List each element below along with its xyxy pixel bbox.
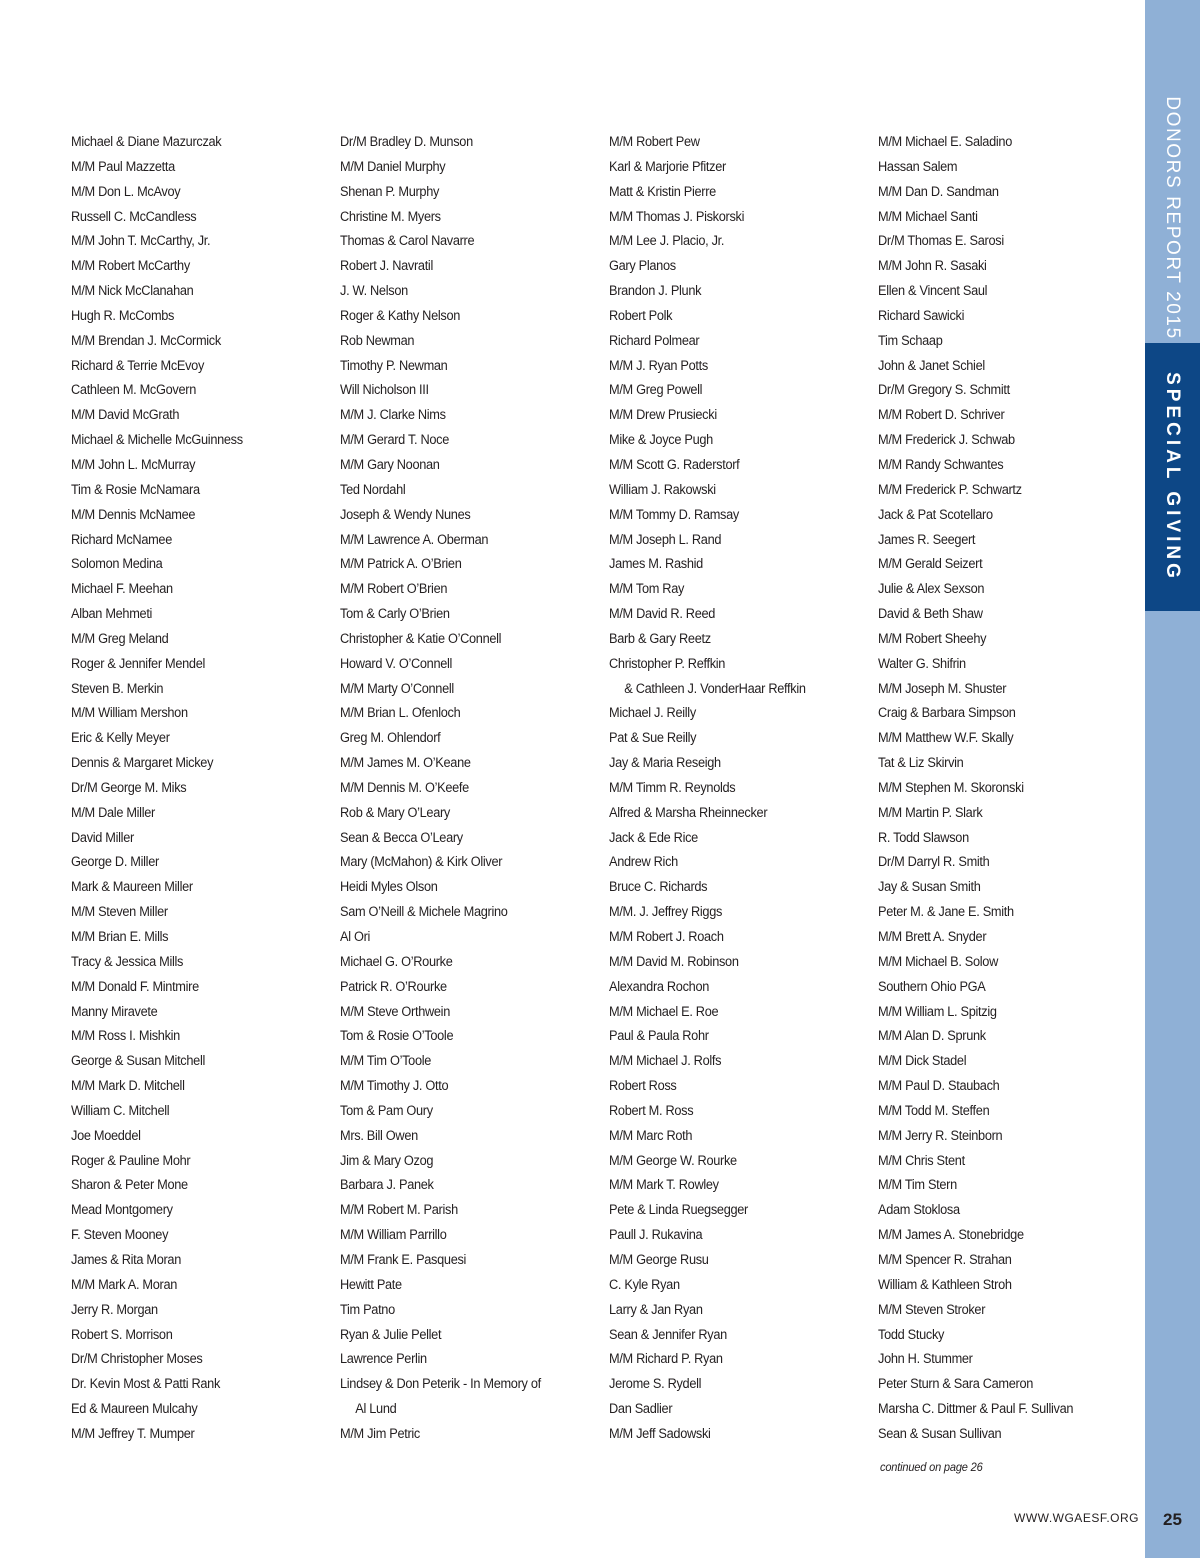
donor-name: M/M Daniel Murphy [340, 158, 446, 175]
donor-name: Gary Planos [609, 258, 676, 275]
donor-name: Richard Polmear [609, 332, 700, 349]
donor-name: M/M Tom Ray [609, 581, 685, 598]
donor-name: Sam O’Neill & Michele Magrino [340, 904, 508, 921]
donor-name: David & Beth Shaw [878, 606, 983, 623]
donor-name: M/M Thomas J. Piskorski [609, 208, 745, 225]
donor-name: M/M Dan D. Sandman [878, 183, 999, 200]
donor-name: Jerome S. Rydell [609, 1376, 702, 1393]
donor-name: Steven B. Merkin [71, 680, 164, 697]
donor-name: M/M Michael Santi [878, 208, 978, 225]
donor-name: Dennis & Margaret Mickey [71, 755, 214, 772]
donor-name: Dr/M Bradley D. Munson [340, 134, 473, 150]
donor-name: Walter G. Shifrin [878, 655, 966, 672]
donor-name: Marsha C. Dittmer & Paul F. Sullivan [878, 1401, 1074, 1418]
donor-name: Michael J. Reilly [609, 705, 696, 722]
donor-name: Lawrence Perlin [340, 1351, 427, 1368]
donor-name: Thomas & Carol Navarre [340, 233, 475, 250]
donor-name: Joseph & Wendy Nunes [340, 506, 471, 523]
donor-name: M/M Lee J. Placio, Jr. [609, 233, 725, 250]
donor-name: Greg M. Ohlendorf [340, 730, 441, 747]
donor-name: Karl & Marjorie Pfitzer [609, 158, 726, 175]
donor-name: Peter M. & Jane E. Smith [878, 904, 1014, 921]
donor-name: M/M Jeff Sadowski [609, 1425, 711, 1442]
donor-name: M/M Matthew W.F. Skally [878, 730, 1014, 747]
donor-name: M/M Tim O’Toole [340, 1053, 432, 1070]
donor-name: Robert Polk [609, 307, 673, 324]
website-url: WWW.WGAESF.ORG [1014, 1511, 1139, 1525]
donor-name: Robert M. Ross [609, 1102, 694, 1119]
donor-name: M/M James M. O’Keane [340, 755, 471, 772]
donor-name: Lindsey & Don Peterik - In Memory of [340, 1376, 541, 1393]
donor-name: M/M David McGrath [71, 407, 180, 424]
donor-name: M/M John R. Sasaki [878, 258, 987, 275]
donor-name: M/M Martin P. Slark [878, 804, 983, 821]
donor-name: Richard McNamee [71, 531, 173, 548]
donor-name: Mark & Maureen Miller [71, 879, 193, 896]
donor-name: Rob & Mary O’Leary [340, 804, 451, 821]
donor-name: M/M Robert D. Schriver [878, 407, 1005, 424]
donor-name: James M. Rashid [609, 556, 703, 573]
donor-name: M/M Greg Powell [609, 382, 703, 399]
donor-name: M/M William Mershon [71, 705, 188, 722]
donor-name: William & Kathleen Stroh [878, 1276, 1012, 1293]
donor-name: R. Todd Slawson [878, 829, 969, 846]
donor-column-3 [609, 130, 874, 1447]
donor-name: M/M Michael E. Roe [609, 1003, 719, 1020]
donor-name: M/M Marc Roth [609, 1127, 693, 1144]
donor-name: M/M Joseph L. Rand [609, 531, 722, 548]
donor-name: M/M Dale Miller [71, 804, 155, 821]
donor-name: M/M Spencer R. Strahan [878, 1251, 1012, 1268]
donor-name: M/M Paul Mazzetta [71, 158, 175, 175]
donor-name: M/M Chris Stent [878, 1152, 965, 1169]
donor-name: David Miller [71, 829, 134, 846]
donor-name: Ellen & Vincent Saul [878, 283, 988, 300]
donor-name: Dr/M Christopher Moses [71, 1351, 203, 1368]
donor-name: Rob Newman [340, 332, 415, 349]
donor-name: M/M Marty O’Connell [340, 680, 454, 697]
donor-name: Mary (McMahon) & Kirk Oliver [340, 854, 503, 871]
donor-name: M/M George W. Rourke [609, 1152, 737, 1169]
donor-name: M/M Frederick P. Schwartz [878, 481, 1022, 498]
donor-name: Matt & Kristin Pierre [609, 183, 716, 200]
donor-name: George D. Miller [71, 854, 159, 871]
donor-name: Al Ori [340, 929, 371, 945]
donor-name: Michael & Diane Mazurczak [71, 134, 222, 150]
donor-name: M/M Robert McCarthy [71, 258, 190, 275]
donor-column-2 [340, 130, 605, 1447]
donor-name: M/M Michael J. Rolfs [609, 1053, 722, 1070]
donor-name: Ed & Maureen Mulcahy [71, 1401, 198, 1418]
donor-name: M/M Dennis McNamee [71, 506, 196, 523]
donor-name: Timothy P. Newman [340, 357, 448, 374]
donor-name: William C. Mitchell [71, 1102, 170, 1119]
donor-name: M/M Randy Schwantes [878, 456, 1004, 473]
donor-name: Tim & Rosie McNamara [71, 481, 200, 498]
donor-name: M/M Jim Petric [340, 1425, 421, 1442]
donor-name: Solomon Medina [71, 556, 163, 573]
page-number: 25 [1163, 1510, 1182, 1529]
donor-name: Jerry R. Morgan [71, 1301, 158, 1318]
donor-name: Adam Stoklosa [878, 1202, 960, 1219]
donor-name: Alexandra Rochon [609, 978, 710, 995]
donor-name: Todd Stucky [878, 1326, 945, 1343]
donor-name: Paul & Paula Rohr [609, 1028, 709, 1045]
donor-name: M/M Alan D. Sprunk [878, 1028, 986, 1045]
donor-name: M/M Nick McClanahan [71, 283, 194, 300]
donor-name: M/M Don L. McAvoy [71, 183, 181, 200]
donor-name: M/M Robert Sheehy [878, 630, 987, 647]
donor-name: Andrew Rich [609, 854, 678, 871]
donor-name: F. Steven Mooney [71, 1227, 169, 1244]
donor-name: Sean & Becca O’Leary [340, 829, 463, 846]
donor-name: Tom & Carly O’Brien [340, 606, 450, 623]
donor-name: Paull J. Rukavina [609, 1227, 703, 1244]
donor-name: Dr/M Darryl R. Smith [878, 854, 990, 871]
donor-name: M/M Frederick J. Schwab [878, 432, 1015, 449]
donor-name: M/M Mark A. Moran [71, 1276, 178, 1293]
section-title: SPECIAL GIVING [1162, 372, 1183, 582]
donor-name: Bruce C. Richards [609, 879, 708, 896]
donor-name: Sean & Susan Sullivan [878, 1425, 1002, 1442]
donor-name: M/M Greg Meland [71, 630, 169, 647]
donor-name: M/M Brian L. Ofenloch [340, 705, 461, 722]
donor-name: Robert J. Navratil [340, 258, 433, 275]
donor-name: J. W. Nelson [340, 283, 408, 300]
donor-name: Christopher P. Reffkin [609, 655, 726, 672]
donor-name: M/M Robert M. Parish [340, 1202, 458, 1219]
donor-name: M/M Stephen M. Skoronski [878, 779, 1024, 796]
donor-name: M/M David R. Reed [609, 606, 716, 623]
donor-name: Larry & Jan Ryan [609, 1301, 703, 1318]
donor-name: Barb & Gary Reetz [609, 630, 711, 647]
donor-name: Richard Sawicki [878, 307, 965, 324]
donor-column-4 [878, 130, 1143, 1447]
donor-name: Manny Miravete [71, 1003, 158, 1020]
donor-name: M/M Gerald Seizert [878, 556, 983, 573]
donor-name: Jim & Mary Ozog [340, 1152, 434, 1169]
donor-name: Jack & Ede Rice [609, 829, 698, 846]
donor-name: Mrs. Bill Owen [340, 1127, 418, 1144]
donor-name: Dan Sadlier [609, 1401, 673, 1418]
donor-name: M/M Michael B. Solow [878, 953, 999, 970]
donor-name: M/M Dennis M. O’Keefe [340, 779, 469, 796]
donor-name: M/M Robert O’Brien [340, 581, 448, 598]
donor-name: M/M Scott G. Raderstorf [609, 456, 740, 473]
donor-name: Will Nicholson III [340, 382, 429, 399]
donor-name: Dr/M Gregory S. Schmitt [878, 382, 1010, 399]
donor-name: Sean & Jennifer Ryan [609, 1326, 727, 1343]
donor-name: M/M Timm R. Reynolds [609, 779, 736, 796]
donor-name: M/M Mark D. Mitchell [71, 1078, 185, 1095]
donor-name: & Cathleen J. VonderHaar Reffkin [624, 680, 806, 697]
donor-name: Pat & Sue Reilly [609, 730, 697, 747]
donor-name: M/M. J. Jeffrey Riggs [609, 904, 723, 921]
donor-name: M/M Donald F. Mintmire [71, 978, 199, 995]
donor-name: Tat & Liz Skirvin [878, 755, 964, 772]
donor-name: Tom & Rosie O’Toole [340, 1028, 454, 1045]
donor-name: Roger & Pauline Mohr [71, 1152, 191, 1169]
donor-name: Richard & Terrie McEvoy [71, 357, 205, 374]
donor-name: M/M John L. McMurray [71, 456, 196, 473]
donor-name: Christine M. Myers [340, 208, 441, 225]
donor-name: M/M Todd M. Steffen [878, 1102, 990, 1119]
donor-name: Tom & Pam Oury [340, 1102, 433, 1119]
donor-name: Robert Ross [609, 1078, 677, 1095]
donor-name: Hugh R. McCombs [71, 307, 175, 324]
donor-name: M/M David M. Robinson [609, 953, 739, 970]
donor-name: Jay & Maria Reseigh [609, 755, 721, 772]
donor-name: Roger & Jennifer Mendel [71, 655, 206, 672]
donor-name: M/M Dick Stadel [878, 1053, 967, 1070]
donor-name: Sharon & Peter Mone [71, 1177, 188, 1194]
donor-name: Eric & Kelly Meyer [71, 730, 170, 747]
donor-name: M/M Tommy D. Ramsay [609, 506, 739, 523]
donor-name: M/M Timothy J. Otto [340, 1078, 449, 1095]
donor-name: Jack & Pat Scotellaro [878, 506, 993, 523]
donor-name: Robert S. Morrison [71, 1326, 173, 1343]
donor-name: M/M Drew Prusiecki [609, 407, 717, 424]
donor-name: M/M Steven Miller [71, 904, 168, 921]
donor-name: Southern Ohio PGA [878, 978, 986, 995]
donor-name: M/M George Rusu [609, 1251, 709, 1268]
donor-name: Alfred & Marsha Rheinnecker [609, 804, 768, 821]
donor-name: Patrick R. O’Rourke [340, 978, 447, 995]
donor-name: Mead Montgomery [71, 1202, 173, 1219]
donor-name: M/M Jeffrey T. Mumper [71, 1425, 195, 1442]
continued-note: continued on page 26 [880, 1460, 983, 1474]
donor-name: M/M J. Clarke Nims [340, 407, 446, 424]
donor-name: M/M J. Ryan Potts [609, 357, 708, 374]
donor-name: M/M William Parrillo [340, 1227, 447, 1244]
report-title: DONORS REPORT 2015 [1162, 96, 1183, 340]
donor-name: Michael G. O’Rourke [340, 953, 453, 970]
donor-name: Dr. Kevin Most & Patti Rank [71, 1376, 221, 1393]
donor-name: Al Lund [355, 1401, 397, 1418]
donor-name: Mike & Joyce Pugh [609, 432, 713, 449]
donor-name: M/M Brian E. Mills [71, 929, 169, 945]
donor-name: Joe Moeddel [71, 1127, 141, 1144]
donor-name: William J. Rakowski [609, 481, 716, 498]
donor-name: Howard V. O’Connell [340, 655, 453, 672]
donor-name: Pete & Linda Ruegsegger [609, 1202, 748, 1219]
donor-name: M/M Jerry R. Steinborn [878, 1127, 1003, 1144]
donor-name: M/M Steven Stroker [878, 1301, 986, 1318]
donor-name: Cathleen M. McGovern [71, 382, 196, 399]
donor-name: John H. Stummer [878, 1351, 973, 1368]
donor-name: M/M William L. Spitzig [878, 1003, 997, 1020]
donor-name: C. Kyle Ryan [609, 1276, 680, 1293]
donor-column-1 [71, 130, 336, 1447]
donor-name: Ted Nordahl [340, 481, 406, 498]
donor-name: M/M Lawrence A. Oberman [340, 531, 489, 548]
donor-name: M/M Frank E. Pasquesi [340, 1251, 467, 1268]
donor-name: Roger & Kathy Nelson [340, 307, 461, 324]
donor-name: M/M Tim Stern [878, 1177, 957, 1194]
donor-name: Hewitt Pate [340, 1276, 402, 1293]
donor-name: M/M Brendan J. McCormick [71, 332, 221, 349]
donor-name: Heidi Myles Olson [340, 879, 438, 896]
donor-name: M/M Mark T. Rowley [609, 1177, 719, 1194]
donor-name: Shenan P. Murphy [340, 183, 440, 200]
donor-name: Ryan & Julie Pellet [340, 1326, 442, 1343]
donor-name: M/M Joseph M. Shuster [878, 680, 1007, 697]
donor-list [0, 130, 1145, 1450]
donor-name: M/M Patrick A. O’Brien [340, 556, 462, 573]
donor-name: Michael F. Meehan [71, 581, 173, 598]
donor-name: Tim Patno [340, 1301, 395, 1318]
donor-name: Russell C. McCandless [71, 208, 197, 225]
donor-name: John & Janet Schiel [878, 357, 985, 374]
donor-name: M/M Michael E. Saladino [878, 134, 1012, 150]
donor-name: M/M John T. McCarthy, Jr. [71, 233, 211, 250]
donor-name: George & Susan Mitchell [71, 1053, 206, 1070]
donor-name: Dr/M Thomas E. Sarosi [878, 233, 1004, 250]
donor-name: Tim Schaap [878, 332, 943, 349]
donor-name: M/M James A. Stonebridge [878, 1227, 1024, 1244]
donor-name: Barbara J. Panek [340, 1177, 434, 1194]
donor-name: Michael & Michelle McGuinness [71, 432, 243, 449]
donor-name: M/M Brett A. Snyder [878, 929, 987, 945]
donor-name: Peter Sturn & Sara Cameron [878, 1376, 1034, 1393]
donor-name: Dr/M George M. Miks [71, 779, 187, 796]
donor-name: M/M Steve Orthwein [340, 1003, 450, 1020]
donor-name: Brandon J. Plunk [609, 283, 702, 300]
donor-name: James & Rita Moran [71, 1251, 182, 1268]
donor-name: Jay & Susan Smith [878, 879, 981, 896]
donor-name: Hassan Salem [878, 158, 958, 175]
donor-name: Tracy & Jessica Mills [71, 953, 184, 970]
donor-name: M/M Gary Noonan [340, 456, 440, 473]
donor-name: M/M Richard P. Ryan [609, 1351, 723, 1368]
donor-name: Julie & Alex Sexson [878, 581, 985, 598]
donor-name: Craig & Barbara Simpson [878, 705, 1016, 722]
donor-name: M/M Ross I. Mishkin [71, 1028, 180, 1045]
donor-name: M/M Robert Pew [609, 134, 700, 150]
donor-name: Alban Mehmeti [71, 606, 153, 623]
donor-name: M/M Paul D. Staubach [878, 1078, 1000, 1095]
donor-name: James R. Seegert [878, 531, 976, 548]
donor-name: M/M Gerard T. Noce [340, 432, 450, 449]
donor-name: Christopher & Katie O’Connell [340, 630, 502, 647]
donor-name: M/M Robert J. Roach [609, 929, 724, 945]
